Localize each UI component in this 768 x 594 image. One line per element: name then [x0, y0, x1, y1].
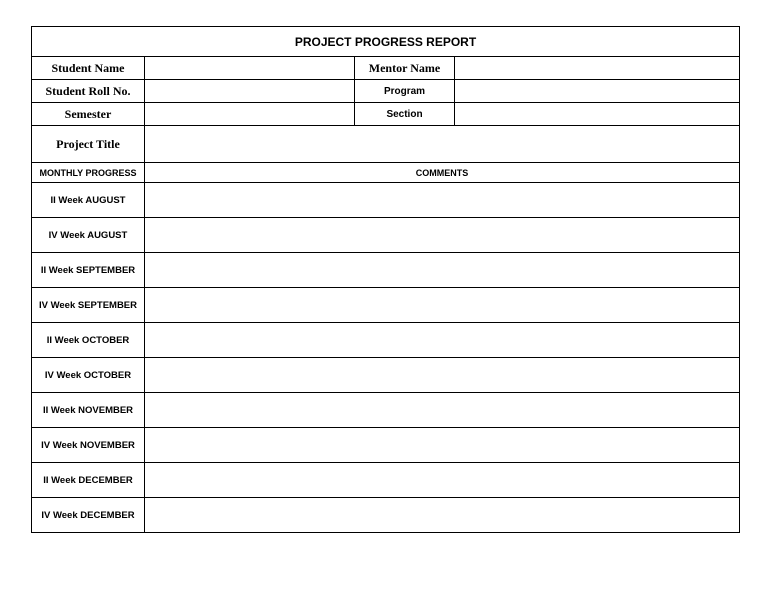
- mentor-name-field[interactable]: [455, 57, 740, 80]
- student-name-field[interactable]: [145, 57, 355, 80]
- week-label: II Week AUGUST: [32, 183, 145, 218]
- monthly-progress-header: MONTHLY PROGRESS: [32, 163, 145, 183]
- week-comment-field[interactable]: [145, 358, 740, 393]
- week-comment-field[interactable]: [145, 428, 740, 463]
- week-label: IV Week SEPTEMBER: [32, 288, 145, 323]
- week-comment-field[interactable]: [145, 183, 740, 218]
- project-title-label: Project Title: [32, 126, 145, 163]
- section-field[interactable]: [455, 103, 740, 126]
- week-comment-field[interactable]: [145, 288, 740, 323]
- week-comment-field[interactable]: [145, 498, 740, 533]
- project-progress-report-form: [31, 26, 740, 533]
- week-label: IV Week NOVEMBER: [32, 428, 145, 463]
- student-name-label: Student Name: [32, 57, 145, 80]
- week-label: II Week SEPTEMBER: [32, 253, 145, 288]
- week-label: IV Week OCTOBER: [32, 358, 145, 393]
- week-comment-field[interactable]: [145, 323, 740, 358]
- report-title: PROJECT PROGRESS REPORT: [32, 27, 740, 57]
- section-label: Section: [355, 103, 455, 126]
- week-label: IV Week AUGUST: [32, 218, 145, 253]
- week-label: IV Week DECEMBER: [32, 498, 145, 533]
- comments-header: COMMENTS: [145, 163, 740, 183]
- student-roll-no-field[interactable]: [145, 80, 355, 103]
- week-comment-field[interactable]: [145, 463, 740, 498]
- mentor-name-label: Mentor Name: [355, 57, 455, 80]
- semester-label: Semester: [32, 103, 145, 126]
- program-field[interactable]: [455, 80, 740, 103]
- project-title-field[interactable]: [145, 126, 740, 163]
- week-comment-field[interactable]: [145, 253, 740, 288]
- program-label: Program: [355, 80, 455, 103]
- student-roll-no-label: Student Roll No.: [32, 80, 145, 103]
- week-label: II Week OCTOBER: [32, 323, 145, 358]
- semester-field[interactable]: [145, 103, 355, 126]
- week-label: II Week DECEMBER: [32, 463, 145, 498]
- week-comment-field[interactable]: [145, 393, 740, 428]
- week-label: II Week NOVEMBER: [32, 393, 145, 428]
- week-comment-field[interactable]: [145, 218, 740, 253]
